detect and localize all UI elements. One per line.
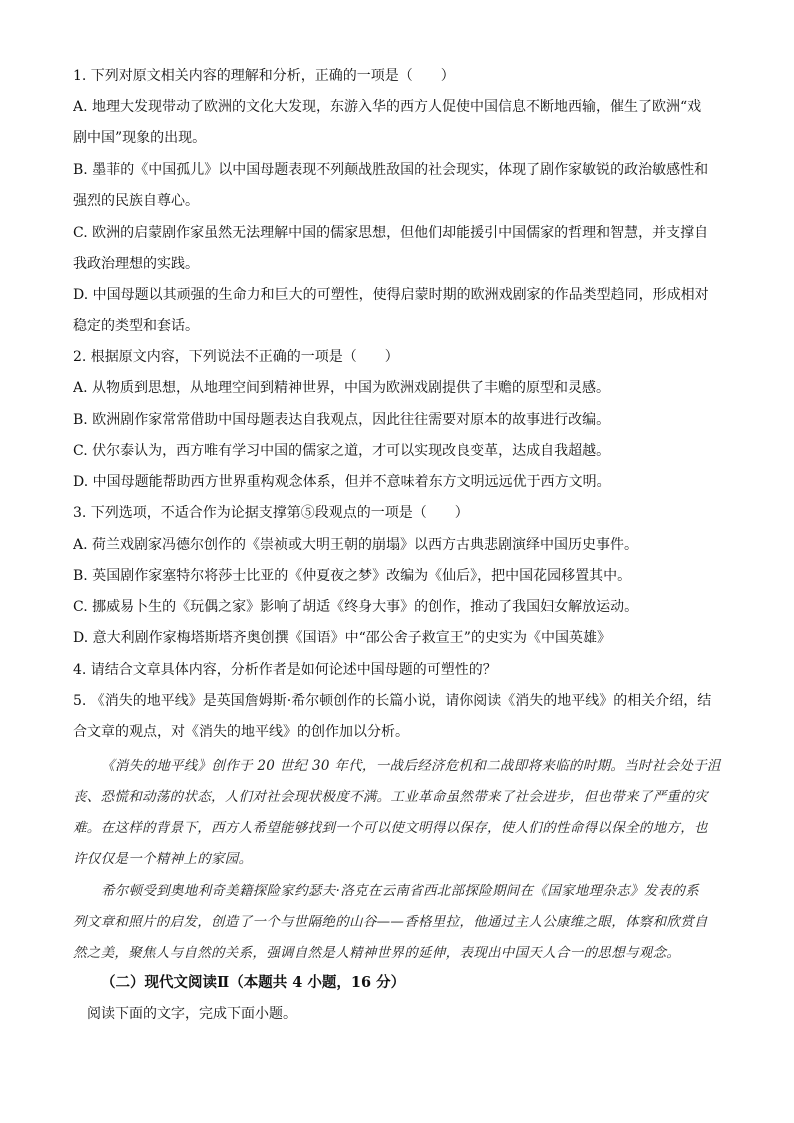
question-3-option-b: B. 英国剧作家塞特尔将莎士比亚的《仲夏夜之梦》改编为《仙后》，把中国花园移置其中。 [73, 568, 632, 584]
question-2-option-a: A. 从物质到思想，从地理空间到精神世界，中国为欧洲戏剧提供了丰赡的原型和灵感。 [73, 380, 611, 396]
section-heading: （二）现代文阅读Ⅱ（本题共 4 小题，16 分） [101, 974, 406, 991]
question-1-option-b-cont: 强烈的民族自尊心。 [73, 193, 199, 209]
question-2-option-c: C. 伏尔泰认为，西方唯有学习中国的儒家之道，才可以实现改良变革，达成自我超越。 [73, 443, 611, 459]
question-1-option-d-cont: 稳定的类型和套话。 [73, 318, 199, 334]
question-5-stem: 5. 《消失的地平线》是英国詹姆斯·希尔顿创作的长篇小说，请你阅读《消失的地平线》的相关介绍，结 [73, 693, 712, 709]
question-1-option-b: B. 墨菲的《中国孤儿》以中国母题表现不列颠战胜敌国的社会现实，体现了剧作家敏锐的政治敏感性和 [73, 162, 709, 178]
question-1-option-a-cont: 剧中国”现象的出现。 [73, 130, 207, 146]
material-paragraph-2-line-2: 列文章和照片的启发，创造了一个与世隔绝的山谷——香格里拉，他通过主人公康维之眼，体察和欣赏自 [73, 914, 708, 930]
question-1-option-a: A. 地理大发现带动了欧洲的文化大发现，东游入华的西方人促使中国信息不断地西输，催生了欧洲“戏 [73, 99, 702, 115]
material-paragraph-1-line-1: 《消失的地平线》创作于 20 世纪 30 年代，一战后经济危机和二战即将来临的时期。当时社会处于沮 [101, 758, 721, 774]
question-3-option-a: A. 荷兰戏剧家冯德尔创作的《崇祯或大明王朝的崩塌》以西方古典悲剧演绎中国历史事件。 [73, 537, 639, 553]
question-4-stem: 4. 请结合文章具体内容，分析作者是如何论述中国母题的可塑性的？ [73, 662, 497, 678]
section-instruction: 阅读下面的文字，完成下面小题。 [87, 1006, 297, 1022]
material-paragraph-2-line-3: 然之美，聚焦人与自然的关系，强调自然是人精神世界的延伸，表现出中国天人合一的思想与观念。 [73, 945, 681, 961]
question-2-option-d: D. 中国母题能帮助西方世界重构观念体系，但并不意味着东方文明远远优于西方文明。 [73, 474, 611, 490]
question-3-option-c: C. 挪威易卜生的《玩偶之家》影响了胡适《终身大事》的创作，推动了我国妇女解放运动。 [73, 599, 639, 615]
question-5-stem-cont: 合文章的观点，对《消失的地平线》的创作加以分析。 [73, 724, 409, 740]
question-2-option-b: B. 欧洲剧作家常常借助中国母题表达自我观点，因此往往需要对原本的故事进行改编。 [73, 412, 611, 428]
question-3-stem: 3. 下列选项，不适合作为论据支撑第⑤段观点的一项是（ ） [73, 505, 469, 521]
question-3-option-d: D. 意大利剧作家梅塔斯塔齐奥创撰《国语》中“邵公舍子救宣王”的史实为《中国英雄》 [73, 630, 611, 646]
material-paragraph-1-line-2: 丧、恐慌和动荡的状态，人们对社会现状极度不满。工业革命虽然带来了社会进步，但也带来了严重的灾 [73, 789, 708, 805]
question-1-option-c-cont: 我政治理想的实践。 [73, 256, 199, 272]
question-2-stem: 2. 根据原文内容，下列说法不正确的一项是（ ） [73, 349, 399, 365]
material-paragraph-1-line-4: 许仅仅是一个精神上的家园。 [73, 851, 253, 867]
question-1-option-d: D. 中国母题以其顽强的生命力和巨大的可塑性，使得启蒙时期的欧洲戏剧家的作品类型趋同，形成相对 [73, 287, 709, 303]
material-paragraph-2-line-1: 希尔顿受到奥地利奇美籍探险家约瑟夫·洛克在云南省西北部探险期间在《国家地理杂志》发表的系 [101, 883, 699, 899]
material-paragraph-1-line-3: 难。在这样的背景下，西方人希望能够找到一个可以使文明得以保存，使人们的性命得以保全的地方，也 [73, 820, 708, 836]
question-1-option-c: C. 欧洲的启蒙剧作家虽然无法理解中国的儒家思想，但他们却能援引中国儒家的哲理和智慧，并支撑自 [73, 225, 709, 241]
question-1-stem: 1. 下列对原文相关内容的理解和分析，正确的一项是（ ） [73, 68, 455, 84]
